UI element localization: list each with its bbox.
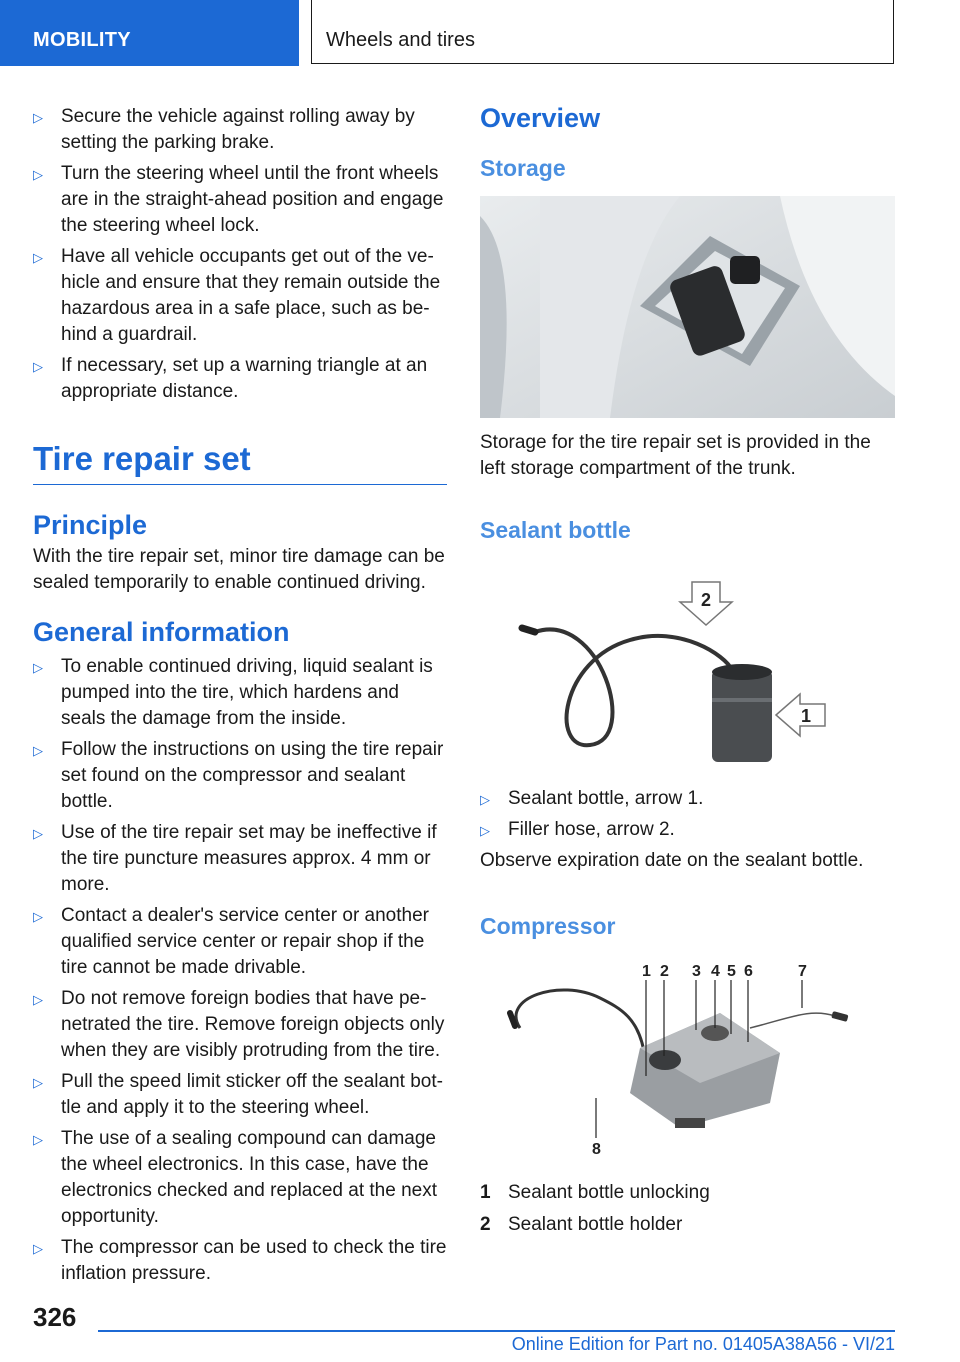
list-item: ▷ The use of a sealing compound can damage the wheel electronics. In this case, have the electronics checked and replaced at the next opportunity. <box>33 1128 438 1227</box>
triangle-bullet-icon: ▷ <box>33 992 43 1007</box>
callout-label: 2 <box>700 590 712 610</box>
callout-label: 5 <box>727 963 736 980</box>
list-item: ▷ Have all vehicle occupants get out of the vehicle and ensure that they remain outside the hazardous area in a safe place, such as behind a guardrail. <box>33 246 441 345</box>
storage-heading: Storage <box>480 155 566 181</box>
list-item: ▷ Sealant bottle, arrow 1. <box>480 786 895 812</box>
compressor-heading: Compressor <box>480 913 616 939</box>
triangle-bullet-icon: ▷ <box>33 110 43 125</box>
list-item: ▷ To enable continued driving, liquid sealant is pumped into the tire, which hardens and seals the damage from the inside. <box>33 656 433 729</box>
left-column <box>33 100 447 1292</box>
list-item: ▷ Turn the steering wheel until the front wheels are in the straight-ahead position and engage the steering wheel lock. <box>33 163 444 236</box>
list-item: ▷ Follow the instructions on using the tire repair set found on the compressor and sealant bottle. <box>33 739 444 812</box>
list-item: ▷ Pull the speed limit sticker off the sealant bottle and apply it to the steering wheel. <box>33 1071 443 1118</box>
overview-heading: Overview <box>480 103 601 133</box>
sealant-note: Observe expiration date on the sealant bottle. <box>480 850 864 871</box>
legend-item: 2 Sealant bottle holder <box>480 1214 683 1235</box>
callout-label: 7 <box>798 963 807 980</box>
general-heading: General information <box>33 617 290 647</box>
triangle-bullet-icon: ▷ <box>33 660 43 675</box>
storage-text: Storage for the tire repair set is provided in the left storage compartment of the trunk. <box>480 432 871 479</box>
triangle-bullet-icon: ▷ <box>33 250 43 265</box>
compressor-figure <box>480 958 895 1158</box>
legend-item: 1 Sealant bottle unlocking <box>480 1182 710 1203</box>
right-column <box>480 100 895 1244</box>
callout-label: 2 <box>660 963 669 980</box>
list-item: ▷ Secure the vehicle against rolling away by setting the parking brake. <box>33 106 415 153</box>
storage-compartment-photo <box>480 196 895 418</box>
callout-label: 8 <box>592 1141 601 1158</box>
page-number: 326 <box>33 1302 77 1332</box>
callout-arrow-1 <box>776 694 825 736</box>
triangle-bullet-icon: ▷ <box>33 1132 43 1147</box>
list-item: ▷ If necessary, set up a warning triangle at an appropriate distance. <box>33 355 428 402</box>
triangle-bullet-icon: ▷ <box>33 743 43 758</box>
list-item: ▷ Filler hose, arrow 2. <box>480 817 895 843</box>
principle-text: With the tire repair set, minor tire damage can be sealed temporarily to enable continued driving. <box>33 546 445 593</box>
callout-label: 1 <box>800 706 812 726</box>
callout-label: 6 <box>744 963 753 980</box>
compressor-legend <box>480 1180 895 1238</box>
list-item: ▷ The compressor can be used to check the tire inflation pressure. <box>33 1237 447 1284</box>
callout-label: 4 <box>711 963 720 980</box>
list-item: ▷ Do not remove foreign bodies that have penetrated the tire. Remove foreign objects only when they are visibly protruding from the tire. <box>33 988 445 1061</box>
general-list <box>33 654 447 1287</box>
callout-label: 1 <box>642 963 651 980</box>
footer-edition <box>480 1334 895 1355</box>
chapter-title: Wheels and tires <box>326 29 475 51</box>
triangle-bullet-icon: ▷ <box>480 823 490 838</box>
triangle-bullet-icon: ▷ <box>33 359 43 374</box>
chapter-box <box>311 0 894 64</box>
triangle-bullet-icon: ▷ <box>33 1075 43 1090</box>
section-heading: Tire repair set <box>33 439 447 485</box>
principle-heading: Principle <box>33 510 148 540</box>
edition-text: Online Edition for Part no. 01405A38A56 - VI/21 <box>511 1334 895 1354</box>
callout-arrow-2 <box>680 582 732 625</box>
sealant-bottle-figure <box>480 570 895 770</box>
sealant-list <box>480 786 895 843</box>
section-tab <box>0 0 299 66</box>
triangle-bullet-icon: ▷ <box>480 792 490 807</box>
triangle-bullet-icon: ▷ <box>33 826 43 841</box>
section-title: MOBILITY <box>33 29 131 51</box>
triangle-bullet-icon: ▷ <box>33 167 43 182</box>
triangle-bullet-icon: ▷ <box>33 1241 43 1256</box>
intro-list <box>33 104 447 405</box>
footer-rule <box>98 1330 895 1332</box>
sealant-heading: Sealant bottle <box>480 517 631 543</box>
list-item: ▷ Contact a dealer's service center or another qualified service center or repair shop if the tire cannot be made drivable. <box>33 905 429 978</box>
list-item: ▷ Use of the tire repair set may be ineffective if the tire puncture measures approx. 4 mm or more. <box>33 822 437 895</box>
callout-label: 3 <box>692 963 701 980</box>
triangle-bullet-icon: ▷ <box>33 909 43 924</box>
